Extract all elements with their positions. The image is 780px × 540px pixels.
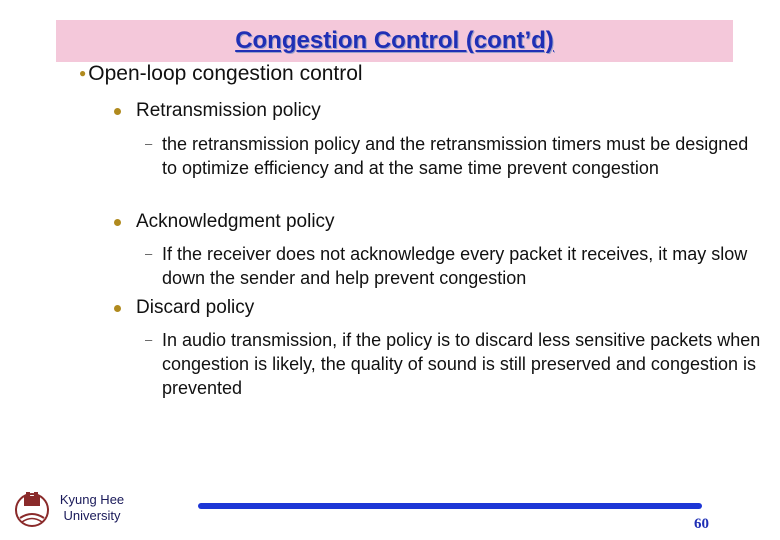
university-name-line2: University — [63, 508, 121, 523]
dash-icon: – — [145, 332, 153, 347]
dash-icon: – — [145, 246, 153, 261]
main-bullet — [79, 62, 363, 86]
policy-detail-text: In audio transmission, if the policy is to discard less sensitive packets when congestion is likely, the quality of sound is still preserved and congestion is prevented — [162, 330, 761, 398]
policy-detail-text: the retransmission policy and the retransmission timers must be designed to optimize efficiency and at the same time prevent congestion — [162, 134, 749, 178]
footer-divider-bar — [198, 503, 702, 509]
university-name — [56, 492, 128, 524]
title-bar — [56, 20, 733, 62]
slide-title: Congestion Control (cont’d) — [235, 27, 554, 54]
university-name-line1: Kyung Hee — [59, 492, 125, 507]
policy-label: Acknowledgment policy — [136, 211, 335, 232]
policy-detail-text: If the receiver does not acknowledge every packet it receives, it may slow down the sender and help prevent congestion — [162, 244, 748, 288]
bullet-dot-icon: ● — [79, 66, 87, 80]
policy-label: Discard policy — [136, 297, 255, 318]
page-number: 60 — [694, 516, 709, 532]
bullet-dot-icon — [114, 219, 121, 226]
policy-label: Retransmission policy — [136, 100, 321, 121]
bullet-dot-icon — [114, 305, 121, 312]
university-seal-icon — [12, 488, 52, 528]
bullet-dot-icon — [114, 108, 121, 115]
main-bullet-text: Open-loop congestion control — [88, 62, 363, 85]
dash-icon: – — [145, 136, 153, 151]
